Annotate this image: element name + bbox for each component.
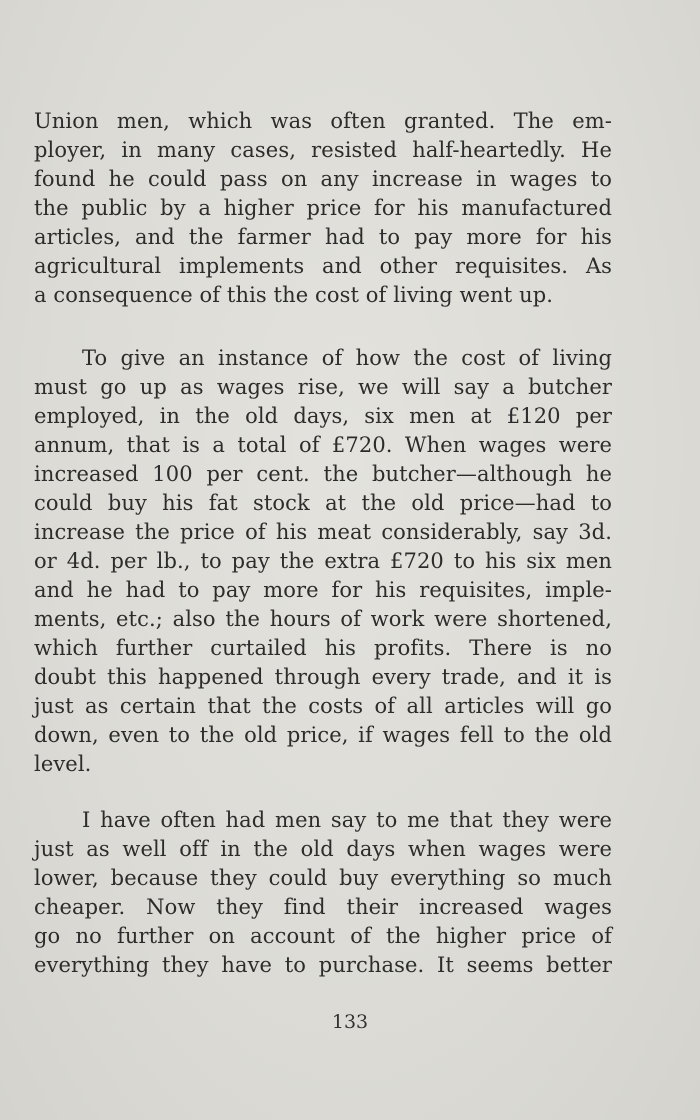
text-line: a consequence of this the cost of living went up.	[34, 283, 554, 307]
text-line: the public by a higher price for his manufactured	[34, 196, 612, 220]
text-line: go no further on account of the higher price of	[34, 924, 612, 948]
text-line: articles, and the farmer had to pay more for his	[34, 225, 612, 249]
text-line: Union men, which was often granted. The em-	[34, 109, 612, 133]
text-line: level.	[34, 752, 92, 776]
text-line: increased 100 per cent. the butcher—although he	[34, 462, 612, 486]
text-line: doubt this happened through every trade, and it is	[34, 665, 612, 689]
text-line: which further curtailed his profits. There is no	[34, 636, 612, 660]
text-line: or 4d. per lb., to pay the extra £720 to his six men	[34, 549, 612, 573]
text-line: ments, etc.; also the hours of work were shortened,	[34, 607, 612, 631]
text-line: I have often had men say to me that they were	[82, 808, 612, 832]
page-number: 133	[331, 1011, 369, 1033]
text-line: must go up as wages rise, we will say a butcher	[34, 375, 612, 399]
text-line: annum, that is a total of £720. When wages were	[34, 433, 612, 457]
text-line: down, even to the old price, if wages fell to the old	[34, 723, 612, 747]
text-line: lower, because they could buy everything so much	[34, 866, 612, 890]
paragraph-2	[34, 344, 612, 779]
text-line: ployer, in many cases, resisted half-heartedly. He	[34, 138, 612, 162]
paragraph-1	[34, 107, 612, 310]
text-line: increase the price of his meat considerably, say 3d.	[34, 520, 612, 544]
text-line: could buy his fat stock at the old price—had to	[34, 491, 612, 515]
text-line: employed, in the old days, six men at £120 per	[34, 404, 612, 428]
paragraph-3	[34, 806, 612, 980]
text-line: just as well off in the old days when wages were	[34, 837, 612, 861]
text-line: cheaper. Now they find their increased wages	[34, 895, 612, 919]
text-line: everything they have to purchase. It seems better	[34, 953, 612, 977]
text-line: just as certain that the costs of all articles will go	[34, 694, 612, 718]
text-line: and he had to pay more for his requisites, imple-	[34, 578, 612, 602]
text-line: To give an instance of how the cost of living	[82, 346, 612, 370]
text-line: found he could pass on any increase in wages to	[34, 167, 612, 191]
text-line: agricultural implements and other requisites. As	[34, 254, 612, 278]
